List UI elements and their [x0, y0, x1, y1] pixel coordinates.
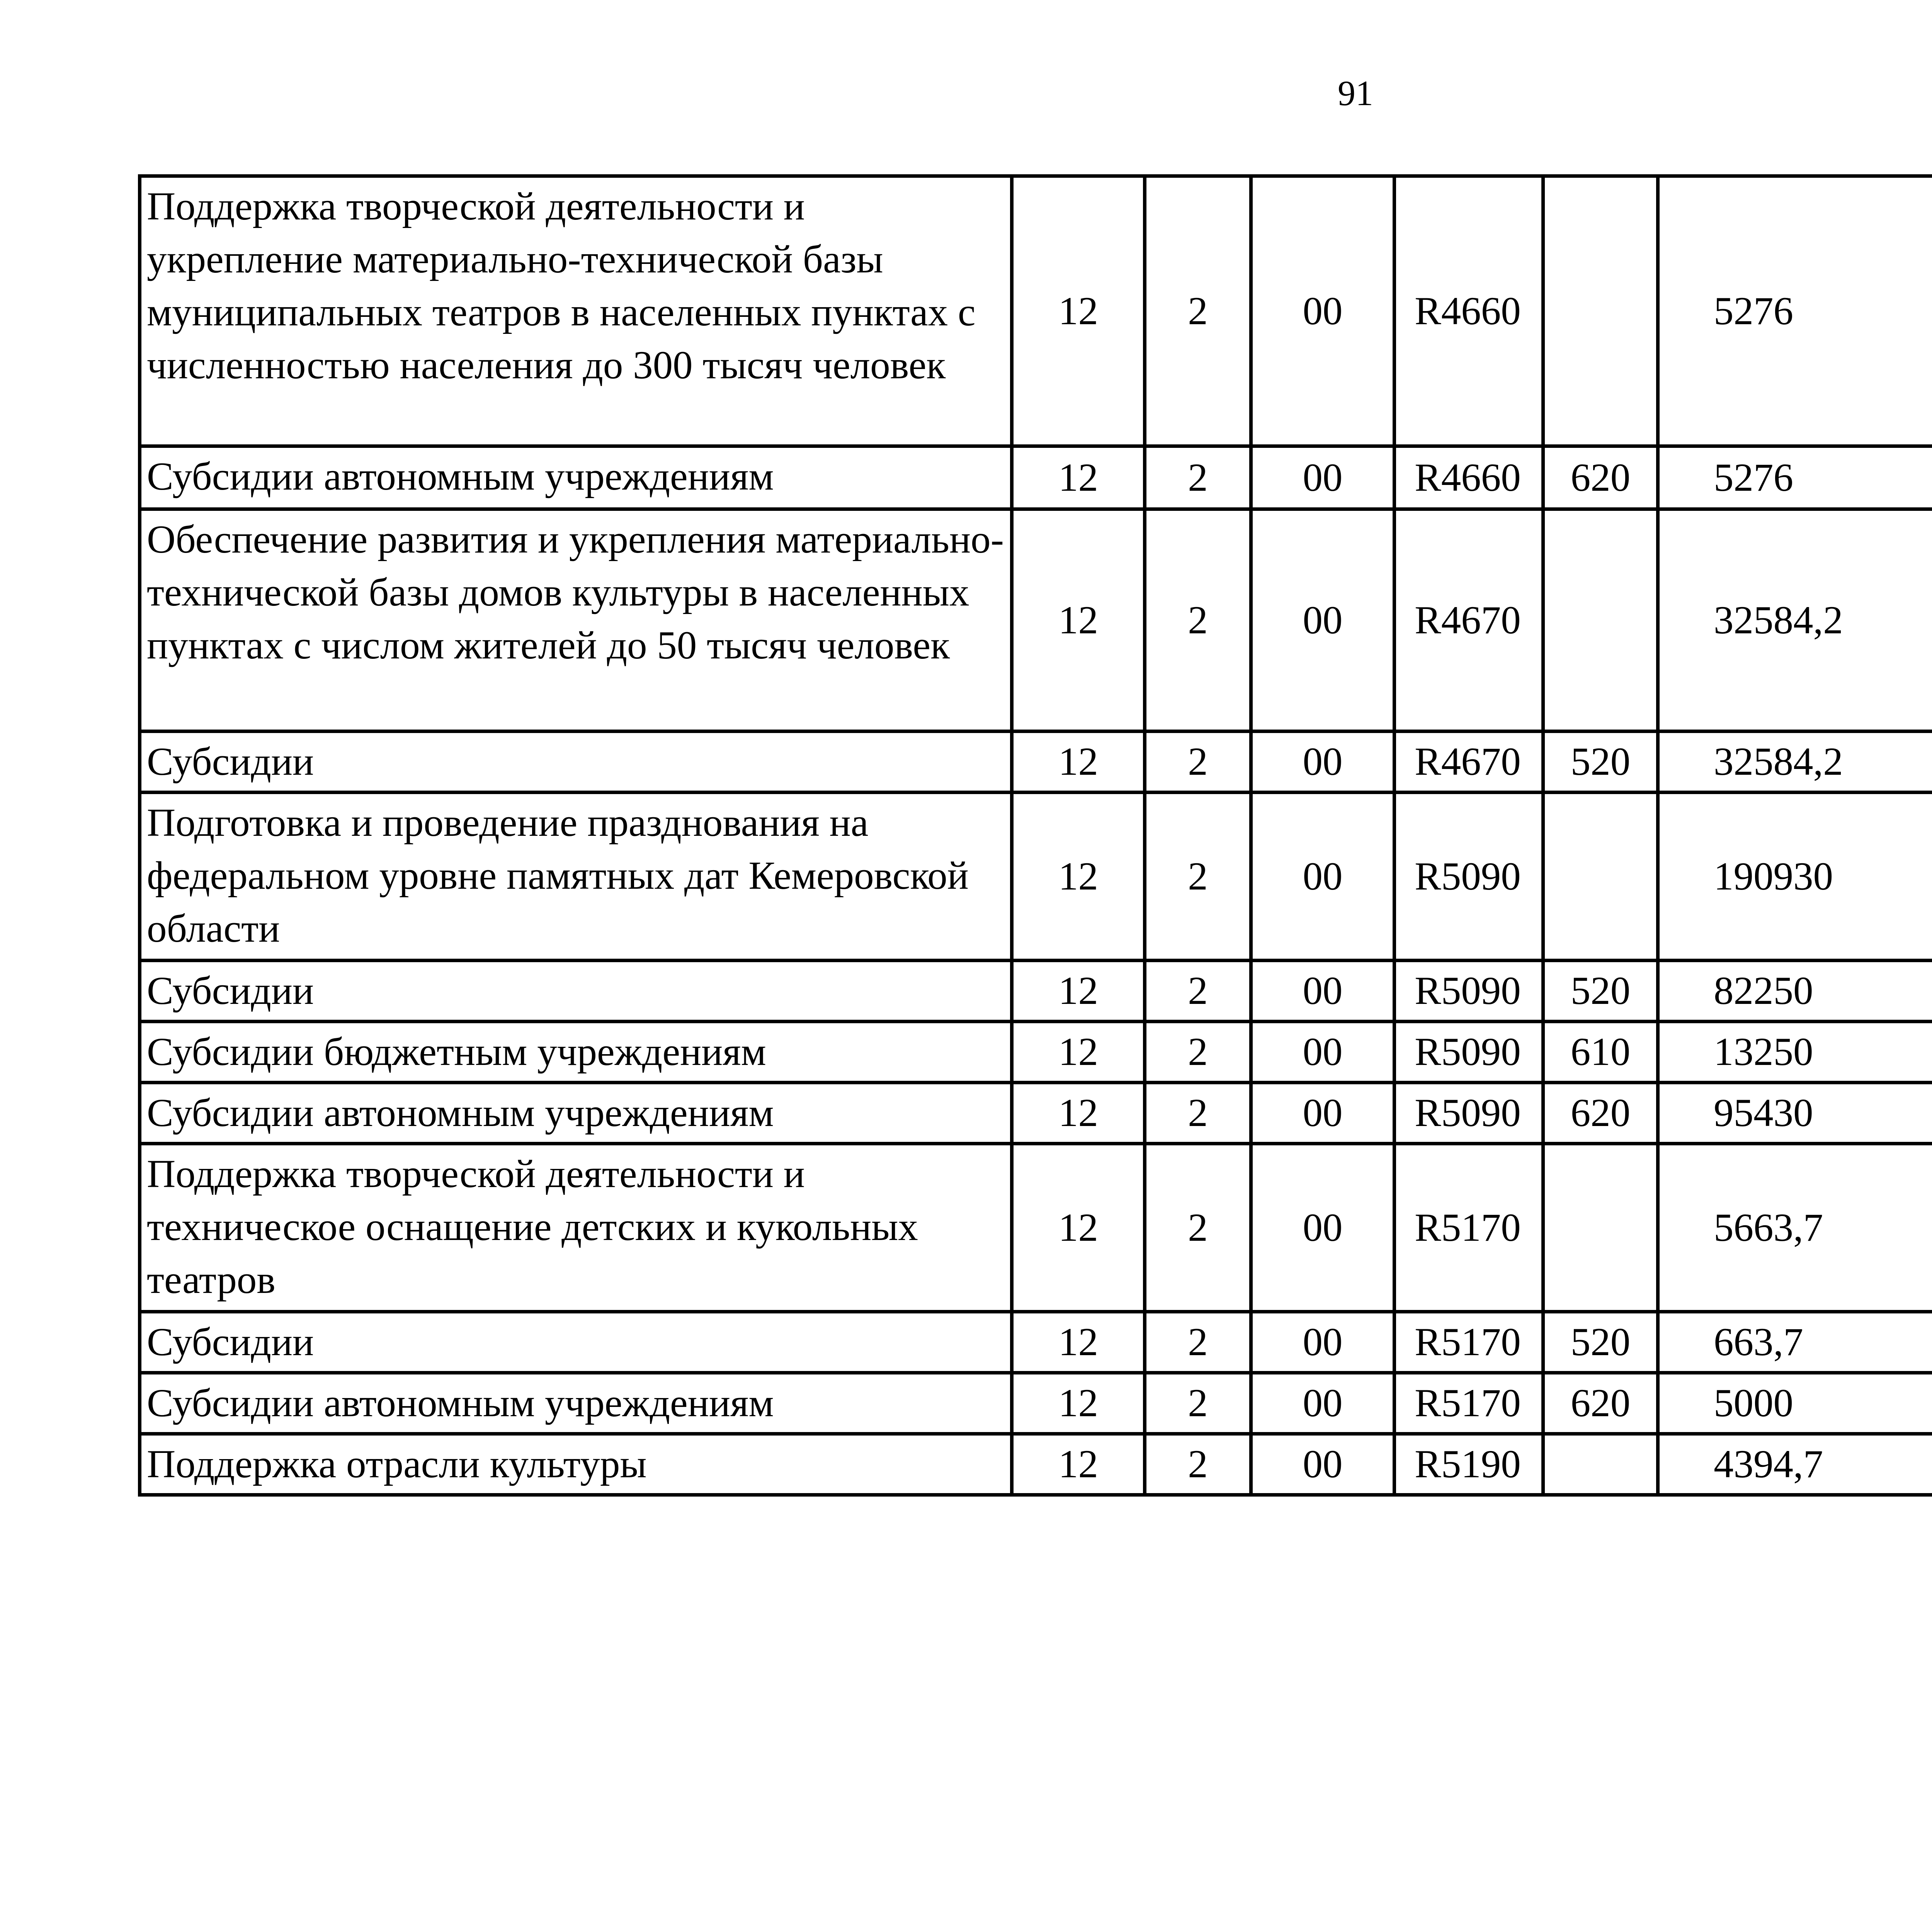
amount-cell-1: 663,7: [1658, 1312, 1932, 1373]
program-code-cell: 00: [1251, 1022, 1395, 1083]
row-name-cell: Субсидии: [140, 731, 1012, 793]
table-row: [140, 1083, 1932, 1144]
section-code-cell: 12: [1012, 961, 1145, 1022]
amount-cell-1: 32584,2: [1658, 509, 1932, 731]
row-name-cell: Поддержка творческой деятельности и техническое оснащение детских и кукольных театров: [140, 1144, 1012, 1312]
amount-cell-1: 5276: [1658, 446, 1932, 509]
expense-type-cell: [1543, 793, 1658, 961]
section-code-cell: 12: [1012, 1144, 1145, 1312]
subsection-code-cell: 2: [1145, 1144, 1251, 1312]
row-name-cell: Субсидии: [140, 961, 1012, 1022]
target-article-cell: R4670: [1395, 731, 1543, 793]
subsection-code-cell: 2: [1145, 731, 1251, 793]
program-code-cell: 00: [1251, 1312, 1395, 1373]
expense-type-cell: [1543, 509, 1658, 731]
program-code-cell: 00: [1251, 1144, 1395, 1312]
row-name-cell: Поддержка творческой деятельности и укрепление материально-технической базы муниципальных театров в населенных пунктах с численностью населения до 300 тысяч человек: [140, 176, 1012, 446]
section-code-cell: 12: [1012, 1373, 1145, 1434]
section-code-cell: 12: [1012, 176, 1145, 446]
subsection-code-cell: 2: [1145, 176, 1251, 446]
target-article-cell: R4660: [1395, 176, 1543, 446]
target-article-cell: R4660: [1395, 446, 1543, 509]
target-article-cell: R5170: [1395, 1144, 1543, 1312]
section-code-cell: 12: [1012, 1083, 1145, 1144]
target-article-cell: R5190: [1395, 1434, 1543, 1495]
row-name-cell: Субсидии: [140, 1312, 1012, 1373]
amount-cell-1: 190930: [1658, 793, 1932, 961]
program-code-cell: 00: [1251, 1083, 1395, 1144]
subsection-code-cell: 2: [1145, 1434, 1251, 1495]
table-row: [140, 509, 1932, 731]
subsection-code-cell: 2: [1145, 1022, 1251, 1083]
expense-type-cell: 620: [1543, 1083, 1658, 1144]
target-article-cell: R5090: [1395, 1022, 1543, 1083]
target-article-cell: R5170: [1395, 1312, 1543, 1373]
table-row: [140, 961, 1932, 1022]
table-row: [140, 731, 1932, 793]
budget-table: [138, 174, 1932, 1497]
amount-cell-1: 95430: [1658, 1083, 1932, 1144]
amount-cell-1: 13250: [1658, 1022, 1932, 1083]
section-code-cell: 12: [1012, 731, 1145, 793]
row-name-cell: Подготовка и проведение празднования на федеральном уровне памятных дат Кемеровской области: [140, 793, 1012, 961]
table-row: [140, 1434, 1932, 1495]
expense-type-cell: 520: [1543, 961, 1658, 1022]
target-article-cell: R5090: [1395, 961, 1543, 1022]
program-code-cell: 00: [1251, 731, 1395, 793]
table-row: [140, 1022, 1932, 1083]
amount-cell-1: 32584,2: [1658, 731, 1932, 793]
expense-type-cell: 610: [1543, 1022, 1658, 1083]
amount-cell-1: 5000: [1658, 1373, 1932, 1434]
section-code-cell: 12: [1012, 793, 1145, 961]
row-name-cell: Субсидии автономным учреждениям: [140, 446, 1012, 509]
expense-type-cell: [1543, 1434, 1658, 1495]
table-row: [140, 1373, 1932, 1434]
amount-cell-1: 5276: [1658, 176, 1932, 446]
expense-type-cell: 620: [1543, 446, 1658, 509]
page-number: 91: [1338, 73, 1373, 113]
program-code-cell: 00: [1251, 509, 1395, 731]
expense-type-cell: [1543, 176, 1658, 446]
row-name-cell: Субсидии автономным учреждениям: [140, 1083, 1012, 1144]
subsection-code-cell: 2: [1145, 1312, 1251, 1373]
expense-type-cell: [1543, 1144, 1658, 1312]
row-name-cell: Поддержка отрасли культуры: [140, 1434, 1012, 1495]
table-body: [140, 176, 1932, 1495]
amount-cell-1: 4394,7: [1658, 1434, 1932, 1495]
table-row: [140, 1312, 1932, 1373]
expense-type-cell: 520: [1543, 731, 1658, 793]
amount-cell-1: 82250: [1658, 961, 1932, 1022]
expense-type-cell: 620: [1543, 1373, 1658, 1434]
target-article-cell: R5090: [1395, 1083, 1543, 1144]
table-row: [140, 793, 1932, 961]
row-name-cell: Субсидии автономным учреждениям: [140, 1373, 1012, 1434]
subsection-code-cell: 2: [1145, 1373, 1251, 1434]
section-code-cell: 12: [1012, 446, 1145, 509]
row-name-cell: Субсидии бюджетным учреждениям: [140, 1022, 1012, 1083]
row-name-cell: Обеспечение развития и укрепления материально-технической базы домов культуры в населенных пунктах с числом жителей до 50 тысяч человек: [140, 509, 1012, 731]
program-code-cell: 00: [1251, 1373, 1395, 1434]
expense-type-cell: 520: [1543, 1312, 1658, 1373]
section-code-cell: 12: [1012, 1022, 1145, 1083]
program-code-cell: 00: [1251, 176, 1395, 446]
subsection-code-cell: 2: [1145, 509, 1251, 731]
target-article-cell: R5090: [1395, 793, 1543, 961]
program-code-cell: 00: [1251, 961, 1395, 1022]
subsection-code-cell: 2: [1145, 446, 1251, 509]
section-code-cell: 12: [1012, 1312, 1145, 1373]
subsection-code-cell: 2: [1145, 793, 1251, 961]
table-row: [140, 1144, 1932, 1312]
amount-cell-1: 5663,7: [1658, 1144, 1932, 1312]
program-code-cell: 00: [1251, 446, 1395, 509]
section-code-cell: 12: [1012, 509, 1145, 731]
subsection-code-cell: 2: [1145, 961, 1251, 1022]
section-code-cell: 12: [1012, 1434, 1145, 1495]
target-article-cell: R4670: [1395, 509, 1543, 731]
target-article-cell: R5170: [1395, 1373, 1543, 1434]
program-code-cell: 00: [1251, 1434, 1395, 1495]
program-code-cell: 00: [1251, 793, 1395, 961]
table-row: [140, 176, 1932, 446]
subsection-code-cell: 2: [1145, 1083, 1251, 1144]
table-row: [140, 446, 1932, 509]
